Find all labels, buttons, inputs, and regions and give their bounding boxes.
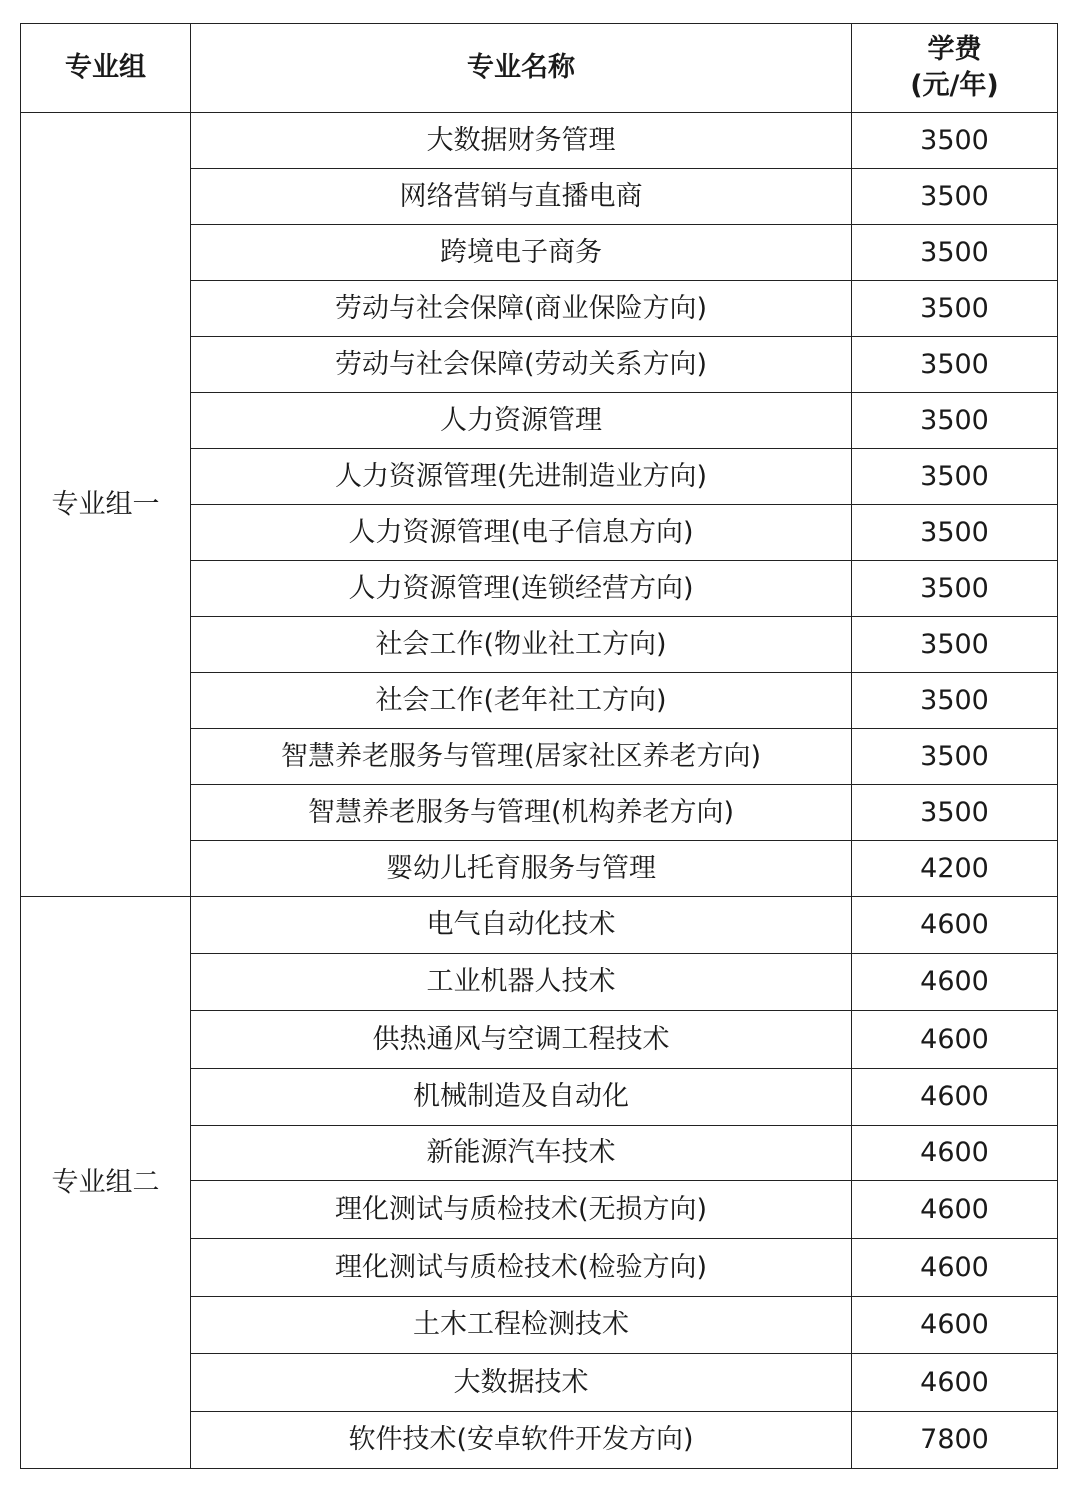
tuition-value: 4600 (852, 954, 1058, 1011)
tuition-value: 3500 (852, 169, 1058, 225)
tuition-value: 4600 (852, 897, 1058, 954)
major-name: 机械制造及自动化 (191, 1069, 852, 1126)
header-row (21, 24, 1058, 113)
major-name: 人力资源管理(电子信息方向) (191, 505, 852, 561)
tuition-value: 3500 (852, 393, 1058, 449)
header-major-name: 专业名称 (191, 24, 852, 113)
major-name: 软件技术(安卓软件开发方向) (191, 1412, 852, 1469)
tuition-value: 3500 (852, 729, 1058, 785)
tuition-value: 3500 (852, 561, 1058, 617)
group-label: 专业组二 (21, 897, 191, 1469)
tuition-value: 3500 (852, 505, 1058, 561)
tuition-value: 4600 (852, 1126, 1058, 1181)
tuition-value: 4200 (852, 841, 1058, 897)
major-name: 智慧养老服务与管理(机构养老方向) (191, 785, 852, 841)
tuition-value: 4600 (852, 1181, 1058, 1239)
header-tuition-label: 学费 (927, 34, 982, 65)
tuition-value: 4600 (852, 1239, 1058, 1297)
header-tuition-unit: (元/年) (910, 70, 999, 101)
tuition-value: 3500 (852, 225, 1058, 281)
major-name: 理化测试与质检技术(检验方向) (191, 1239, 852, 1297)
table-row (21, 897, 1058, 954)
tuition-value: 4600 (852, 1354, 1058, 1412)
major-name: 人力资源管理(先进制造业方向) (191, 449, 852, 505)
tuition-table (20, 23, 1058, 1469)
tuition-value: 4600 (852, 1297, 1058, 1354)
major-name: 人力资源管理 (191, 393, 852, 449)
header-tuition (852, 24, 1058, 113)
major-name: 劳动与社会保障(商业保险方向) (191, 281, 852, 337)
tuition-value: 3500 (852, 673, 1058, 729)
major-name: 新能源汽车技术 (191, 1126, 852, 1181)
major-name: 人力资源管理(连锁经营方向) (191, 561, 852, 617)
major-name: 社会工作(物业社工方向) (191, 617, 852, 673)
tuition-value: 3500 (852, 281, 1058, 337)
tuition-value: 4600 (852, 1011, 1058, 1069)
tuition-value: 3500 (852, 337, 1058, 393)
major-name: 大数据技术 (191, 1354, 852, 1412)
major-name: 社会工作(老年社工方向) (191, 673, 852, 729)
major-name: 理化测试与质检技术(无损方向) (191, 1181, 852, 1239)
major-name: 供热通风与空调工程技术 (191, 1011, 852, 1069)
major-name: 电气自动化技术 (191, 897, 852, 954)
header-group: 专业组 (21, 24, 191, 113)
major-name: 智慧养老服务与管理(居家社区养老方向) (191, 729, 852, 785)
tuition-value: 7800 (852, 1412, 1058, 1469)
tuition-value: 4600 (852, 1069, 1058, 1126)
major-name: 劳动与社会保障(劳动关系方向) (191, 337, 852, 393)
table-row (21, 113, 1058, 169)
tuition-value: 3500 (852, 785, 1058, 841)
major-name: 网络营销与直播电商 (191, 169, 852, 225)
major-name: 婴幼儿托育服务与管理 (191, 841, 852, 897)
tuition-value: 3500 (852, 449, 1058, 505)
group-label: 专业组一 (21, 113, 191, 897)
tuition-value: 3500 (852, 617, 1058, 673)
major-name: 跨境电子商务 (191, 225, 852, 281)
tuition-value: 3500 (852, 113, 1058, 169)
major-name: 工业机器人技术 (191, 954, 852, 1011)
major-name: 土木工程检测技术 (191, 1297, 852, 1354)
major-name: 大数据财务管理 (191, 113, 852, 169)
